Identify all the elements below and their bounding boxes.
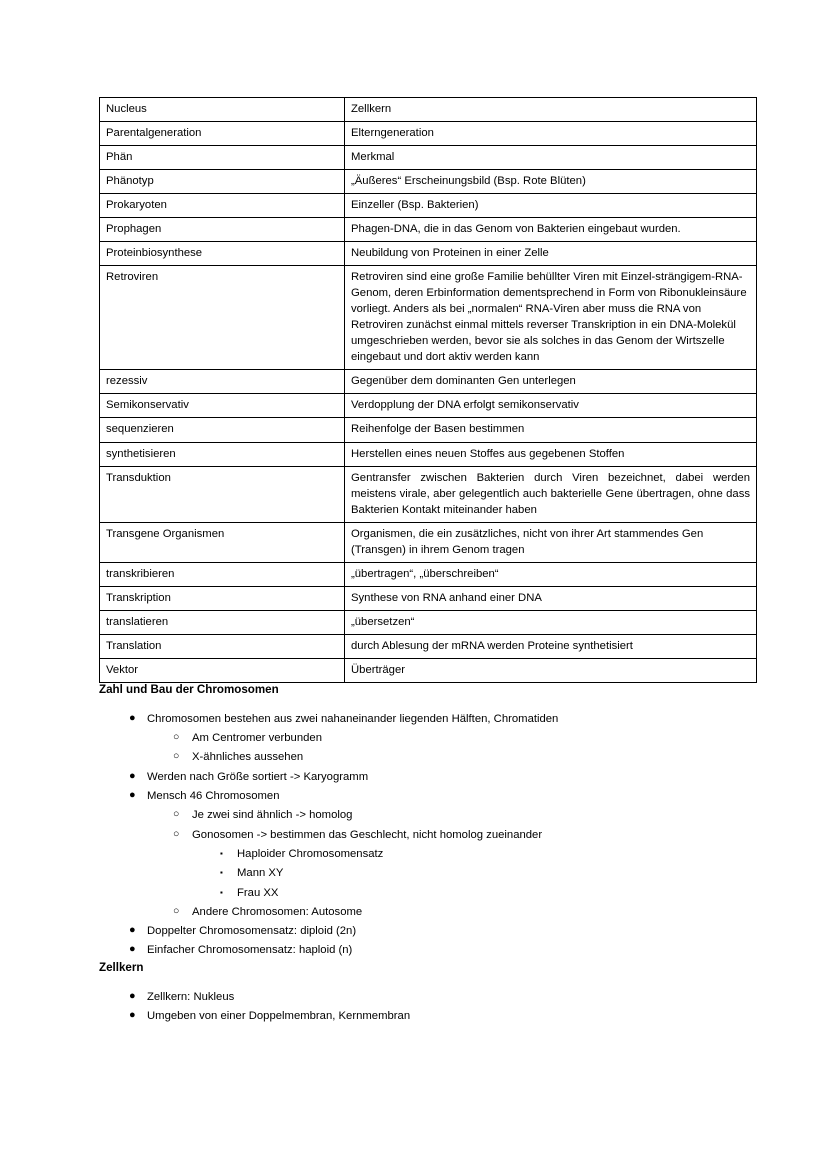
glossary-definition: Neubildung von Proteinen in einer Zelle bbox=[345, 242, 757, 266]
table-row bbox=[100, 586, 757, 610]
table-row bbox=[100, 98, 757, 122]
list-item bbox=[99, 884, 730, 902]
bullet-icon: ● bbox=[129, 924, 136, 937]
bullet-icon: ▪ bbox=[220, 848, 223, 858]
list-item bbox=[99, 729, 730, 747]
glossary-term: Vektor bbox=[100, 658, 345, 682]
table-row bbox=[100, 218, 757, 242]
table-row bbox=[100, 418, 757, 442]
glossary-term: Parentalgeneration bbox=[100, 122, 345, 146]
table-row bbox=[100, 122, 757, 146]
bullet-icon: ○ bbox=[173, 904, 180, 917]
glossary-term: Translation bbox=[100, 634, 345, 658]
document-content bbox=[99, 97, 750, 1026]
glossary-definition: Gegenüber dem dominanten Gen unterlegen bbox=[345, 370, 757, 394]
list-item-text: Werden nach Größe sortiert -> Karyogramm bbox=[147, 770, 369, 783]
bullet-icon: ▪ bbox=[220, 887, 223, 897]
glossary-term: Transkription bbox=[100, 586, 345, 610]
table-row bbox=[100, 522, 757, 562]
glossary-term: Transduktion bbox=[100, 466, 345, 522]
bullet-icon: ▪ bbox=[220, 868, 223, 878]
table-row bbox=[100, 562, 757, 586]
list-item bbox=[99, 941, 730, 959]
glossary-definition: „übertragen“, „überschreiben“ bbox=[345, 562, 757, 586]
glossary-term: Prokaryoten bbox=[100, 194, 345, 218]
table-row bbox=[100, 658, 757, 682]
bullet-icon: ● bbox=[129, 943, 136, 956]
table-row bbox=[100, 242, 757, 266]
table-row bbox=[100, 170, 757, 194]
glossary-term: Prophagen bbox=[100, 218, 345, 242]
list-item bbox=[99, 806, 730, 824]
list-item-text: Chromosomen bestehen aus zwei nahaneinander liegenden Hälften, Chromatiden bbox=[147, 712, 559, 725]
bullet-icon: ● bbox=[129, 769, 136, 782]
glossary-definition: Elterngeneration bbox=[345, 122, 757, 146]
table-row bbox=[100, 394, 757, 418]
list-item-text: Zellkern: Nukleus bbox=[147, 990, 235, 1003]
list-item-text: Je zwei sind ähnlich -> homolog bbox=[192, 809, 353, 822]
list-item-text: Umgeben von einer Doppelmembran, Kernmembran bbox=[147, 1010, 411, 1022]
list-item bbox=[99, 922, 730, 940]
list-item-text: Mensch 46 Chromosomen bbox=[147, 790, 280, 803]
table-row bbox=[100, 370, 757, 394]
list-item-text: X-ähnliches aussehen bbox=[192, 751, 304, 764]
glossary-term: synthetisieren bbox=[100, 442, 345, 466]
list-item bbox=[99, 826, 730, 844]
glossary-definition: Verdopplung der DNA erfolgt semikonservativ bbox=[345, 394, 757, 418]
table-row bbox=[100, 266, 757, 370]
bullet-icon: ● bbox=[129, 711, 136, 724]
list-item-text: Frau XX bbox=[237, 886, 279, 899]
glossary-definition: Einzeller (Bsp. Bakterien) bbox=[345, 194, 757, 218]
list-item-text: Doppelter Chromosomensatz: diploid (2n) bbox=[147, 925, 357, 938]
list-item-text: Andere Chromosomen: Autosome bbox=[192, 905, 363, 918]
table-row bbox=[100, 442, 757, 466]
glossary-definition: Reihenfolge der Basen bestimmen bbox=[345, 418, 757, 442]
table-row bbox=[100, 194, 757, 218]
table-row bbox=[100, 634, 757, 658]
glossary-definition: Synthese von RNA anhand einer DNA bbox=[345, 586, 757, 610]
list-item bbox=[99, 1007, 730, 1025]
bullet-icon: ● bbox=[129, 789, 136, 802]
glossary-definition: „übersetzen“ bbox=[345, 610, 757, 634]
list-item bbox=[99, 768, 730, 786]
glossary-definition: Überträger bbox=[345, 658, 757, 682]
glossary-term: sequenzieren bbox=[100, 418, 345, 442]
glossary-term: Retroviren bbox=[100, 266, 345, 370]
glossary-term: rezessiv bbox=[100, 370, 345, 394]
glossary-definition: „Äußeres“ Erscheinungsbild (Bsp. Rote Blüten) bbox=[345, 170, 757, 194]
bullet-icon: ○ bbox=[173, 827, 180, 840]
glossary-term: Semikonservativ bbox=[100, 394, 345, 418]
glossary-table-body bbox=[100, 98, 757, 683]
glossary-definition: Gentransfer zwischen Bakterien durch Viren bezeichnet, dabei werden meistens virale, aber gelegentlich auch bakterielle Gene übertragen, ohne dass Bakterien Kontakt miteinander haben bbox=[345, 466, 757, 522]
table-row bbox=[100, 466, 757, 522]
list-item-text: Am Centromer verbunden bbox=[192, 732, 322, 745]
table-row bbox=[100, 146, 757, 170]
glossary-definition: Herstellen eines neuen Stoffes aus gegebenen Stoffen bbox=[345, 442, 757, 466]
glossary-term: transkribieren bbox=[100, 562, 345, 586]
list-item-text: Einfacher Chromosomensatz: haploid (n) bbox=[147, 944, 353, 957]
bullet-icon: ○ bbox=[173, 731, 180, 744]
glossary-definition: Phagen-DNA, die in das Genom von Bakterien eingebaut wurden. bbox=[345, 218, 757, 242]
bullet-icon: ○ bbox=[173, 808, 180, 821]
glossary-term: Phänotyp bbox=[100, 170, 345, 194]
glossary-term: Transgene Organismen bbox=[100, 522, 345, 562]
outline-list bbox=[99, 710, 730, 960]
list-item-text: Gonosomen -> bestimmen das Geschlecht, nicht homolog zueinander bbox=[192, 828, 543, 841]
bullet-icon: ● bbox=[129, 989, 136, 1002]
glossary-term: Phän bbox=[100, 146, 345, 170]
list-item-text: Mann XY bbox=[237, 867, 284, 880]
glossary-term: Proteinbiosynthese bbox=[100, 242, 345, 266]
table-row bbox=[100, 610, 757, 634]
sections-container bbox=[99, 683, 730, 1025]
list-item bbox=[99, 748, 730, 766]
glossary-definition: Organismen, die ein zusätzliches, nicht von ihrer Art stammendes Gen (Transgen) in ihrem Genom tragen bbox=[345, 522, 757, 562]
section-heading: Zellkern bbox=[99, 960, 144, 974]
list-item bbox=[99, 710, 730, 728]
list-item bbox=[99, 845, 730, 863]
bullet-icon: ○ bbox=[173, 750, 180, 763]
glossary-definition: Zellkern bbox=[345, 98, 757, 122]
glossary-definition: Merkmal bbox=[345, 146, 757, 170]
list-item bbox=[99, 903, 730, 921]
section-heading: Zahl und Bau der Chromosomen bbox=[99, 682, 279, 696]
glossary-definition: durch Ablesung der mRNA werden Proteine synthetisiert bbox=[345, 634, 757, 658]
bullet-icon: ● bbox=[129, 1009, 136, 1021]
list-item-text: Haploider Chromosomensatz bbox=[237, 847, 384, 860]
list-item bbox=[99, 864, 730, 882]
glossary-definition: Retroviren sind eine große Familie behüllter Viren mit Einzel-strängigem-RNA-Genom, deren Erbinformation dementsprechend in Form von Ribonukleinsäure vorliegt. Anders als bei „normalen“ RNA-Viren aber muss die RNA von Retroviren zunächst einmal mittels reverser Transkription in ein DNA-Molekül umgeschrieben werden, bevor sie als solches in das Genom der Wirtszelle eingebaut und dort aktiv werden kann bbox=[345, 266, 757, 370]
glossary-table bbox=[99, 97, 757, 683]
glossary-term: Nucleus bbox=[100, 98, 345, 122]
list-item bbox=[99, 787, 730, 805]
glossary-term: translatieren bbox=[100, 610, 345, 634]
list-item bbox=[99, 988, 730, 1006]
outline-list bbox=[99, 988, 730, 1026]
